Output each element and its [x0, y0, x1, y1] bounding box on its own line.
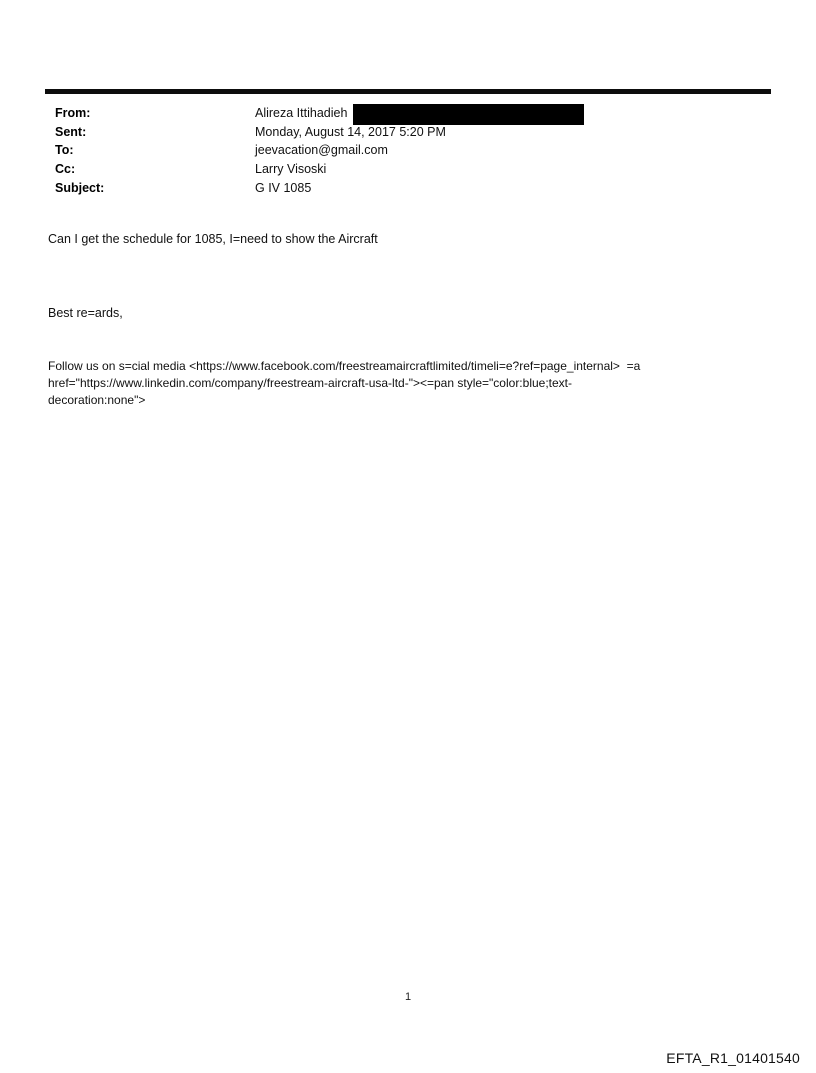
from-label: From:	[55, 106, 91, 120]
to-label: To:	[55, 143, 74, 158]
from-value: Alireza Ittihadieh	[255, 106, 348, 120]
header-row-to	[55, 141, 446, 160]
bates-number: EFTA_R1_01401540	[666, 1050, 800, 1066]
sent-label: Sent:	[55, 124, 87, 139]
subject-label: Subject:	[55, 180, 105, 195]
page-number: 1	[404, 991, 412, 1003]
header-divider-rule	[45, 89, 771, 94]
header-row-sent	[55, 123, 446, 142]
header-row-subject	[55, 179, 446, 198]
subject-value: G IV 1085	[255, 180, 312, 195]
email-signature	[48, 358, 788, 409]
to-value: jeevacation@gmail.com	[255, 143, 388, 158]
sent-value: Monday, August 14, 2017 5:20 PM	[255, 124, 446, 139]
signature-line: decoration:none">	[48, 393, 146, 407]
cc-label: Cc:	[55, 162, 76, 177]
signature-line: href="https://www.linkedin.com/company/freestream-aircraft-usa-ltd-"><=pan style="color:blue;text-	[48, 376, 573, 390]
cc-value: Larry Visoski	[255, 162, 327, 177]
redaction-box	[353, 104, 584, 125]
email-closing: Best re=ards,	[48, 306, 123, 320]
email-body-line: Can I get the schedule for 1085, I=need to show the Aircraft	[48, 232, 378, 246]
signature-line: Follow us on s=cial media <https://www.facebook.com/freestreamaircraftlimited/timeli=e?ref=page_internal> =a	[48, 359, 641, 373]
header-row-cc	[55, 160, 446, 179]
